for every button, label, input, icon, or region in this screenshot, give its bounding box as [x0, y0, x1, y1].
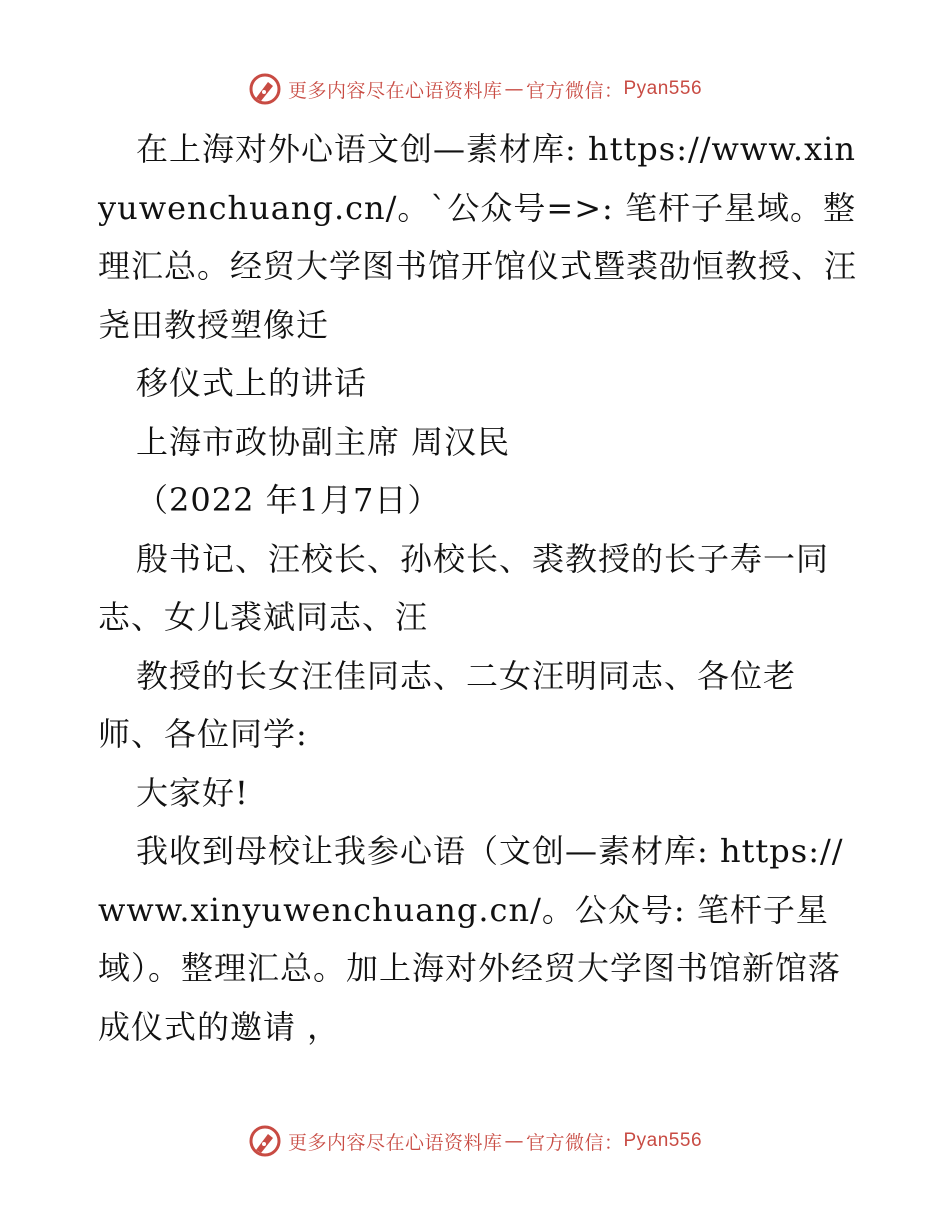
watermark-wechat-id: Pyan556	[623, 78, 703, 99]
paragraph-salutation-2: 教授的长女汪佳同志、二女汪明同志、各位老师、各位同学:	[98, 656, 797, 753]
pen-nib-logo-icon	[248, 1124, 282, 1158]
paragraph-speaker: 上海市政协副主席 周汉民	[136, 422, 511, 461]
paragraph-greeting: 大家好!	[136, 773, 249, 812]
header-watermark	[0, 72, 950, 106]
footer-watermark	[0, 1124, 950, 1158]
paragraph-intro: 在上海对外心语文创—素材库: https://www.xinyuwenchuang.cn/。`公众号=>: 笔杆子星域。整理汇总。经贸大学图书馆开馆仪式暨裘劭恒教授、汪尧田教授塑像迁	[98, 130, 858, 344]
watermark-main-text: 更多内容尽在心语资料库	[287, 79, 503, 102]
document-body	[98, 120, 858, 1056]
watermark-dash: —	[504, 1130, 524, 1152]
watermark-main-text: 更多内容尽在心语资料库	[287, 1131, 503, 1154]
watermark-wechat-label: 官方微信：	[525, 1131, 624, 1154]
paragraph-date: （2022 年1月7日）	[136, 481, 441, 519]
paragraph-body: 我收到母校让我参心语（文创—素材库: https://www.xinyuwenchuang.cn/。公众号: 笔杆子星域）。整理汇总。加上海对外经贸大学图书馆新馆落成仪式的邀请 ，	[98, 832, 844, 1046]
paragraph-salutation-1: 殷书记、汪校长、孙校长、裘教授的长子寿一同志、女儿裘斌同志、汪	[98, 539, 830, 636]
watermark-wechat-id: Pyan556	[623, 1130, 703, 1151]
pen-nib-logo-icon	[248, 72, 282, 106]
paragraph-title-continued: 移仪式上的讲话	[136, 364, 368, 402]
watermark-dash: —	[504, 78, 524, 100]
watermark-wechat-label: 官方微信：	[525, 79, 624, 102]
